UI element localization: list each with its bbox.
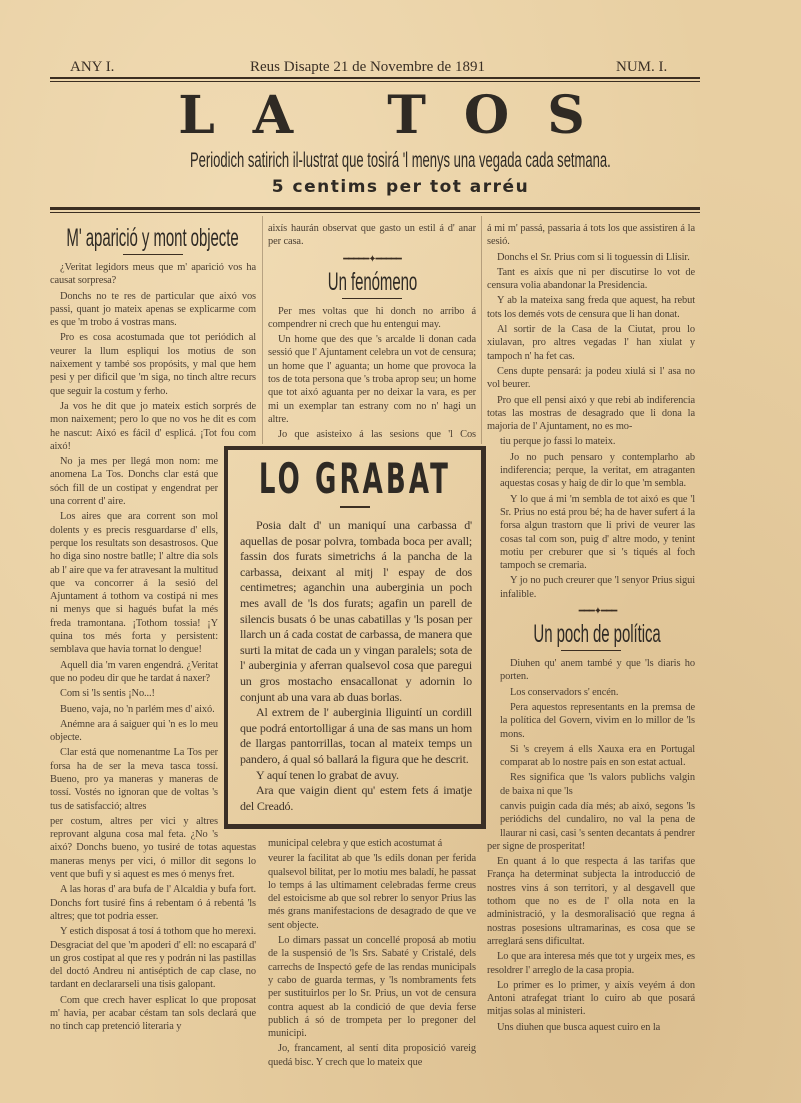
paragraph: Per mes voltas que hi donch no arribo á compendrer ni crech que hu entengui may.: [268, 305, 476, 330]
year-label: ANY I.: [70, 59, 115, 75]
paragraph: A las horas d' ara bufa de l' Alcaldia y bufa fort. Donchs fort tusiré fins á rebentam ó á rebentá 'ls altres; que tot podria esser.: [50, 884, 256, 922]
paragraph: Ja vos he dit que jo mateix estich sorprés de mon naixement; pero lo que no vos he dit es com he nascut: Aixó es fácil d' esplicá. ¡Tot fou com aixó!: [50, 400, 256, 452]
paragraph: ¿Veritat legidors meus que m' aparició vos ha causat sorpresa?: [50, 262, 256, 287]
paragraph: Lo primer es lo primer, y aixís veyém á don Antoni atrafegat triant lo cuiro ab que posará mitjas solas al ministeri.: [487, 979, 695, 1018]
paragraph: En quant á lo que respecta á las tarifas que França ha determinat subjecta la introducció de nostres vins á son territori, y al desgavell que tothom que no es de l' olla nota en la administració, y la desmoralisació que regna á nostras posesions ultramarinas, es cosa que se arreglará sens dificultat.: [487, 856, 695, 947]
column-divider: [481, 216, 482, 444]
paragraph: Com que crech haver esplicat lo que proposat m' havia, per acabar céstam tan sols declará que no tinch cap pretenció literaria y: [50, 994, 256, 1033]
paragraph: Com si 'ls sentis ¡No...!: [60, 688, 155, 700]
heading-underline: [123, 254, 183, 255]
ornament-divider: ━━━━━✦━━━━━: [343, 253, 401, 265]
box-body: [228, 518, 481, 814]
masthead-bottom-rule: [50, 207, 700, 210]
paragraph: Anémne ara á saiguer qui 'n es lo meu objecte.: [50, 718, 218, 744]
paragraph: Jo, francament, al sentí dita proposició vareig quedá bisc. Y crech que lo mateix que: [268, 1043, 476, 1068]
paragraph: aixís haurán observat que gasto un estil á d' anar per casa.: [268, 223, 476, 248]
paragraph: Al sortir de la Casa de la Ciutat, prou lo xiulavan, pro altres vegadas l' han xiulat y tampoch n' ha fet cas.: [487, 324, 695, 362]
paragraph: Aquell dia 'm varen engendrá. ¿Veritat que no podeu dir que he tardat á naxer?: [50, 659, 218, 684]
paragraph: Los aires que ara corrent son mol dolents y es precis resguardarse d' ells, perque los resultats son desastrosos. Que ho diga sino nostre batlle; l' altre dia sols ab l' aire que va fer atravesant la multitud que va concorrer á la sesió del Ajuntament á tothom va costipá ni mes ni menys que si hagués bufat la més freda tramontana. ¡Tothom tossia! ¡Y quina tos més forta y persistent: semblava que havia tornat lo dengue!: [50, 511, 218, 656]
paragraph: Uns diuhen que busca aquest cuiro en la: [497, 1021, 661, 1033]
paragraph: Ara que vaigin dient qu' estem fets á imatje del Creadó.: [240, 783, 472, 813]
paragraph: Bueno, vaja, no 'n parlém mes d' aixó.: [60, 703, 215, 715]
heading-text: Un poch de política: [533, 620, 662, 649]
article-heading: [50, 224, 256, 252]
issue-number: NUM. I.: [616, 59, 668, 75]
paragraph: No ja mes per llegá mon nom: me anomena La Tos. Donchs clar está que sóch fill de un costipat y engendrat per una corrent d' aire.: [50, 456, 218, 508]
header-rule: [50, 77, 700, 79]
paragraph: Pro que ell pensi aixó y que rebi ab indiferencia totas las mostras de desagrado que li dona la majoria de l' Ajuntament, no es mo-: [487, 394, 695, 433]
paragraph: Y jo no puch creurer que 'l senyor Prius sigui infalible.: [500, 575, 695, 600]
paragraph: canvis puigin cada día més; ab aixó, segons 'ls periódichs del cundaliro, no val la pena de llaurar ni casi, casi 's senten decantats á pendrer per signe de prosperitat!: [487, 800, 695, 852]
paragraph: Clar está que nomenantme La Tos per forsa ha de ser la meva tasca tossí. Bueno, pro ya maneras y maneras de tossí. Vostés no ignoran que de voltas 's tus de satisfacció; altres: [50, 747, 218, 812]
paragraph: Pro es cosa acostumada que tot periódich al veurer la llum espliqui los motius de son naixement y també sos propósits, y mal que hem pesi y per dificil que 'm siga, no tinch altre recurs que seguir la costum y ferho.: [50, 332, 256, 397]
paragraph: á mi m' passá, passaria á tots los que assistiren á la sesió.: [487, 223, 695, 248]
paragraph: Tant es aixís que ni per discutirse lo vot de censura volia abandonar la Presidencia.: [487, 266, 695, 292]
dateline: Reus Disapte 21 de Novembre de 1891: [250, 59, 485, 75]
masthead-bottom-rule-thin: [50, 212, 700, 213]
paragraph: Y estich disposat á tosí á tothom que ho merexi. Desgraciat del que 'm apoderi d' ell: no escapará d' un gros costipat al que res y podrán ni las pastillas del doctó Andreu ni antiséptich de cap clase, no tardant en declararseli una tisis galopant.: [50, 926, 256, 991]
article-fenomeno-politica: [487, 222, 695, 1036]
paragraph: Un home que des que 's arcalde li donan cada sessió que l' Ajuntament celebra un vot de censura; un home que l' aguanta; un home que provoca la tos de tota persona que 's troba aprop seu; un home que tot aixó aguanta per no deixar la vara, es per mi un exemplar tan estrany com no n' hagi un altre.: [268, 334, 476, 425]
column-divider: [262, 216, 263, 444]
paragraph: Posia dalt d' un maniquí una carbassa d' aquellas de posar polvra, tombada boca per avall; fassin dos furats simetrichs á la pancha de la carbassa, deixant al mitj l' espay de dos centimetres; aganchin una auberginia un poch mes avall de 'ls dos furats; agafin un parell de silencis busats ó be unas cabatillas y 'ls posan per llarch un á cada costat de carbassa, de manera que surti la mitat de cada un y vingan paralels; sota de l' auberginia y aferran qualsevol cosa que paregui un gros mostacho ensacallonat y adornin lo conjunt ab una vara ab duas borlas.: [240, 518, 472, 704]
header-rule-thin: [50, 81, 700, 82]
paragraph: Si 's creyem á ells Xauxa era en Portugal comparat ab lo nostre pais en son estat actual.: [500, 743, 695, 769]
paragraph: Res significa que 'ls valors publichs valgin de baixa ni que 'ls: [500, 772, 695, 797]
box-gap: [487, 446, 500, 837]
lo-grabat-box: [224, 446, 486, 829]
paragraph: Los conservadors s' encén.: [510, 686, 619, 698]
paragraph: Donchs el Sr. Prius com si li toguessin di Llisir.: [497, 251, 690, 263]
paragraph: Al extrem de l' auberginia lliguintí un cordill que podrá entortolligar á una de sas mans un hom de llargas pantorrillas, tocan al mateix temps un pandero, á qual só ballará la figura que he descrit.: [240, 705, 472, 766]
paragraph: veurer la facilitat ab que 'ls edils donan per ferida qualsevol bilitat, per lo motiu mes baladí, he passat lo temps á las ultimament celebradas ferme creus del estoicisme ab que sol rebrer lo senyor Prius las més grans manifestacions de desagrado de que ve sent objecte.: [268, 853, 476, 931]
heading-text: Un fenómeno: [327, 267, 417, 296]
paragraph: Jo no puch pensaro y contemplarho ab indiferencia; perque, la veritat, em atraganten aquestas cosas y haig de dir lo que 'm sembla.: [500, 451, 695, 490]
article-heading: [268, 268, 476, 296]
price-line: 5 centims per tot arréu: [271, 177, 530, 197]
paragraph: per costum, altres per vici y altres reprovant alguna cosa mal feta. ¿No 's aixó? Donchs bueno, yo tusiré de totas aquestas maneras menys per vici, ó millor dit segons lo vent que bufi y si aquest es mes ó menys fret.: [50, 815, 256, 881]
paragraph: Lo que ara interesa més que tot y urgeix mes, es resoldrer l' arreglo de la casa propia.: [487, 951, 695, 976]
box-title-text: LO GRABAT: [258, 454, 451, 503]
newspaper-subtitle: [0, 150, 801, 172]
subtitle-text: Periodich satirich il-lustrat que tosirá 'l menys una vegada cada setmana.: [190, 149, 611, 172]
box-title: [228, 456, 481, 502]
newspaper-title: LA TOS: [178, 85, 623, 146]
heading-underline: [561, 650, 621, 651]
paragraph: Jo que asisteixo á las sesions que 'l Cos municipal celebra y que estich acostumat á: [268, 429, 476, 849]
paragraph: Diuhen qu' anem també y que 'ls diaris ho porten.: [500, 658, 695, 683]
paragraph: Cens dupte pensará: ja podeu xiulá si l' asa no vol beurer.: [487, 365, 695, 391]
title-dash: [340, 506, 370, 508]
paragraph: Pera aquestos representants en la premsa de la política del Govern, vivim en lo millor de 'ls mons.: [500, 701, 695, 740]
paragraph: tiu perque jo fassi lo mateix.: [500, 436, 616, 448]
paragraph: Donchs no te res de particular que aixó vos passi, quant jo mateix apenas se explicarme com es que 'm trobo á vostras mans.: [50, 290, 256, 329]
paragraph: Y aquí tenen lo grabat de avuy.: [256, 767, 399, 782]
heading-text: M' aparició y mont objecte: [66, 224, 240, 252]
paragraph: Y ab la mateixa sang freda que aquest, ha rebut tots los demés vots de censura que li han donat.: [487, 295, 695, 320]
ornament-divider: ━━━✦━━━: [578, 606, 617, 618]
heading-underline: [342, 298, 402, 299]
paragraph: Y lo que á mi 'm sembla de tot aixó es que 'l Sr. Prius no está prou bé; ha de haver sufert á la forsa algun trastorn que li privi de veurer las cosas tal com son, puig d' altre modo, y tenint motiu per creburer que si 's tiqués al foch tampoch se cremaria.: [500, 493, 695, 572]
paragraph: Lo dimars passat un concellé proposá ab motiu de la suspensió de 'ls Srs. Sabaté y Cristalé, dels carrechs de Inspectó gefe de las rendas municipals y cabo de guarda termas, y 'ls nombraments fets per sustituirlos per lo Sr. Prius, un vot de censura contra aquest ab la condició de que devia ferse publich á só de trompeta per lo pregoner del municipi.: [268, 935, 476, 1040]
article-heading: [500, 620, 695, 648]
